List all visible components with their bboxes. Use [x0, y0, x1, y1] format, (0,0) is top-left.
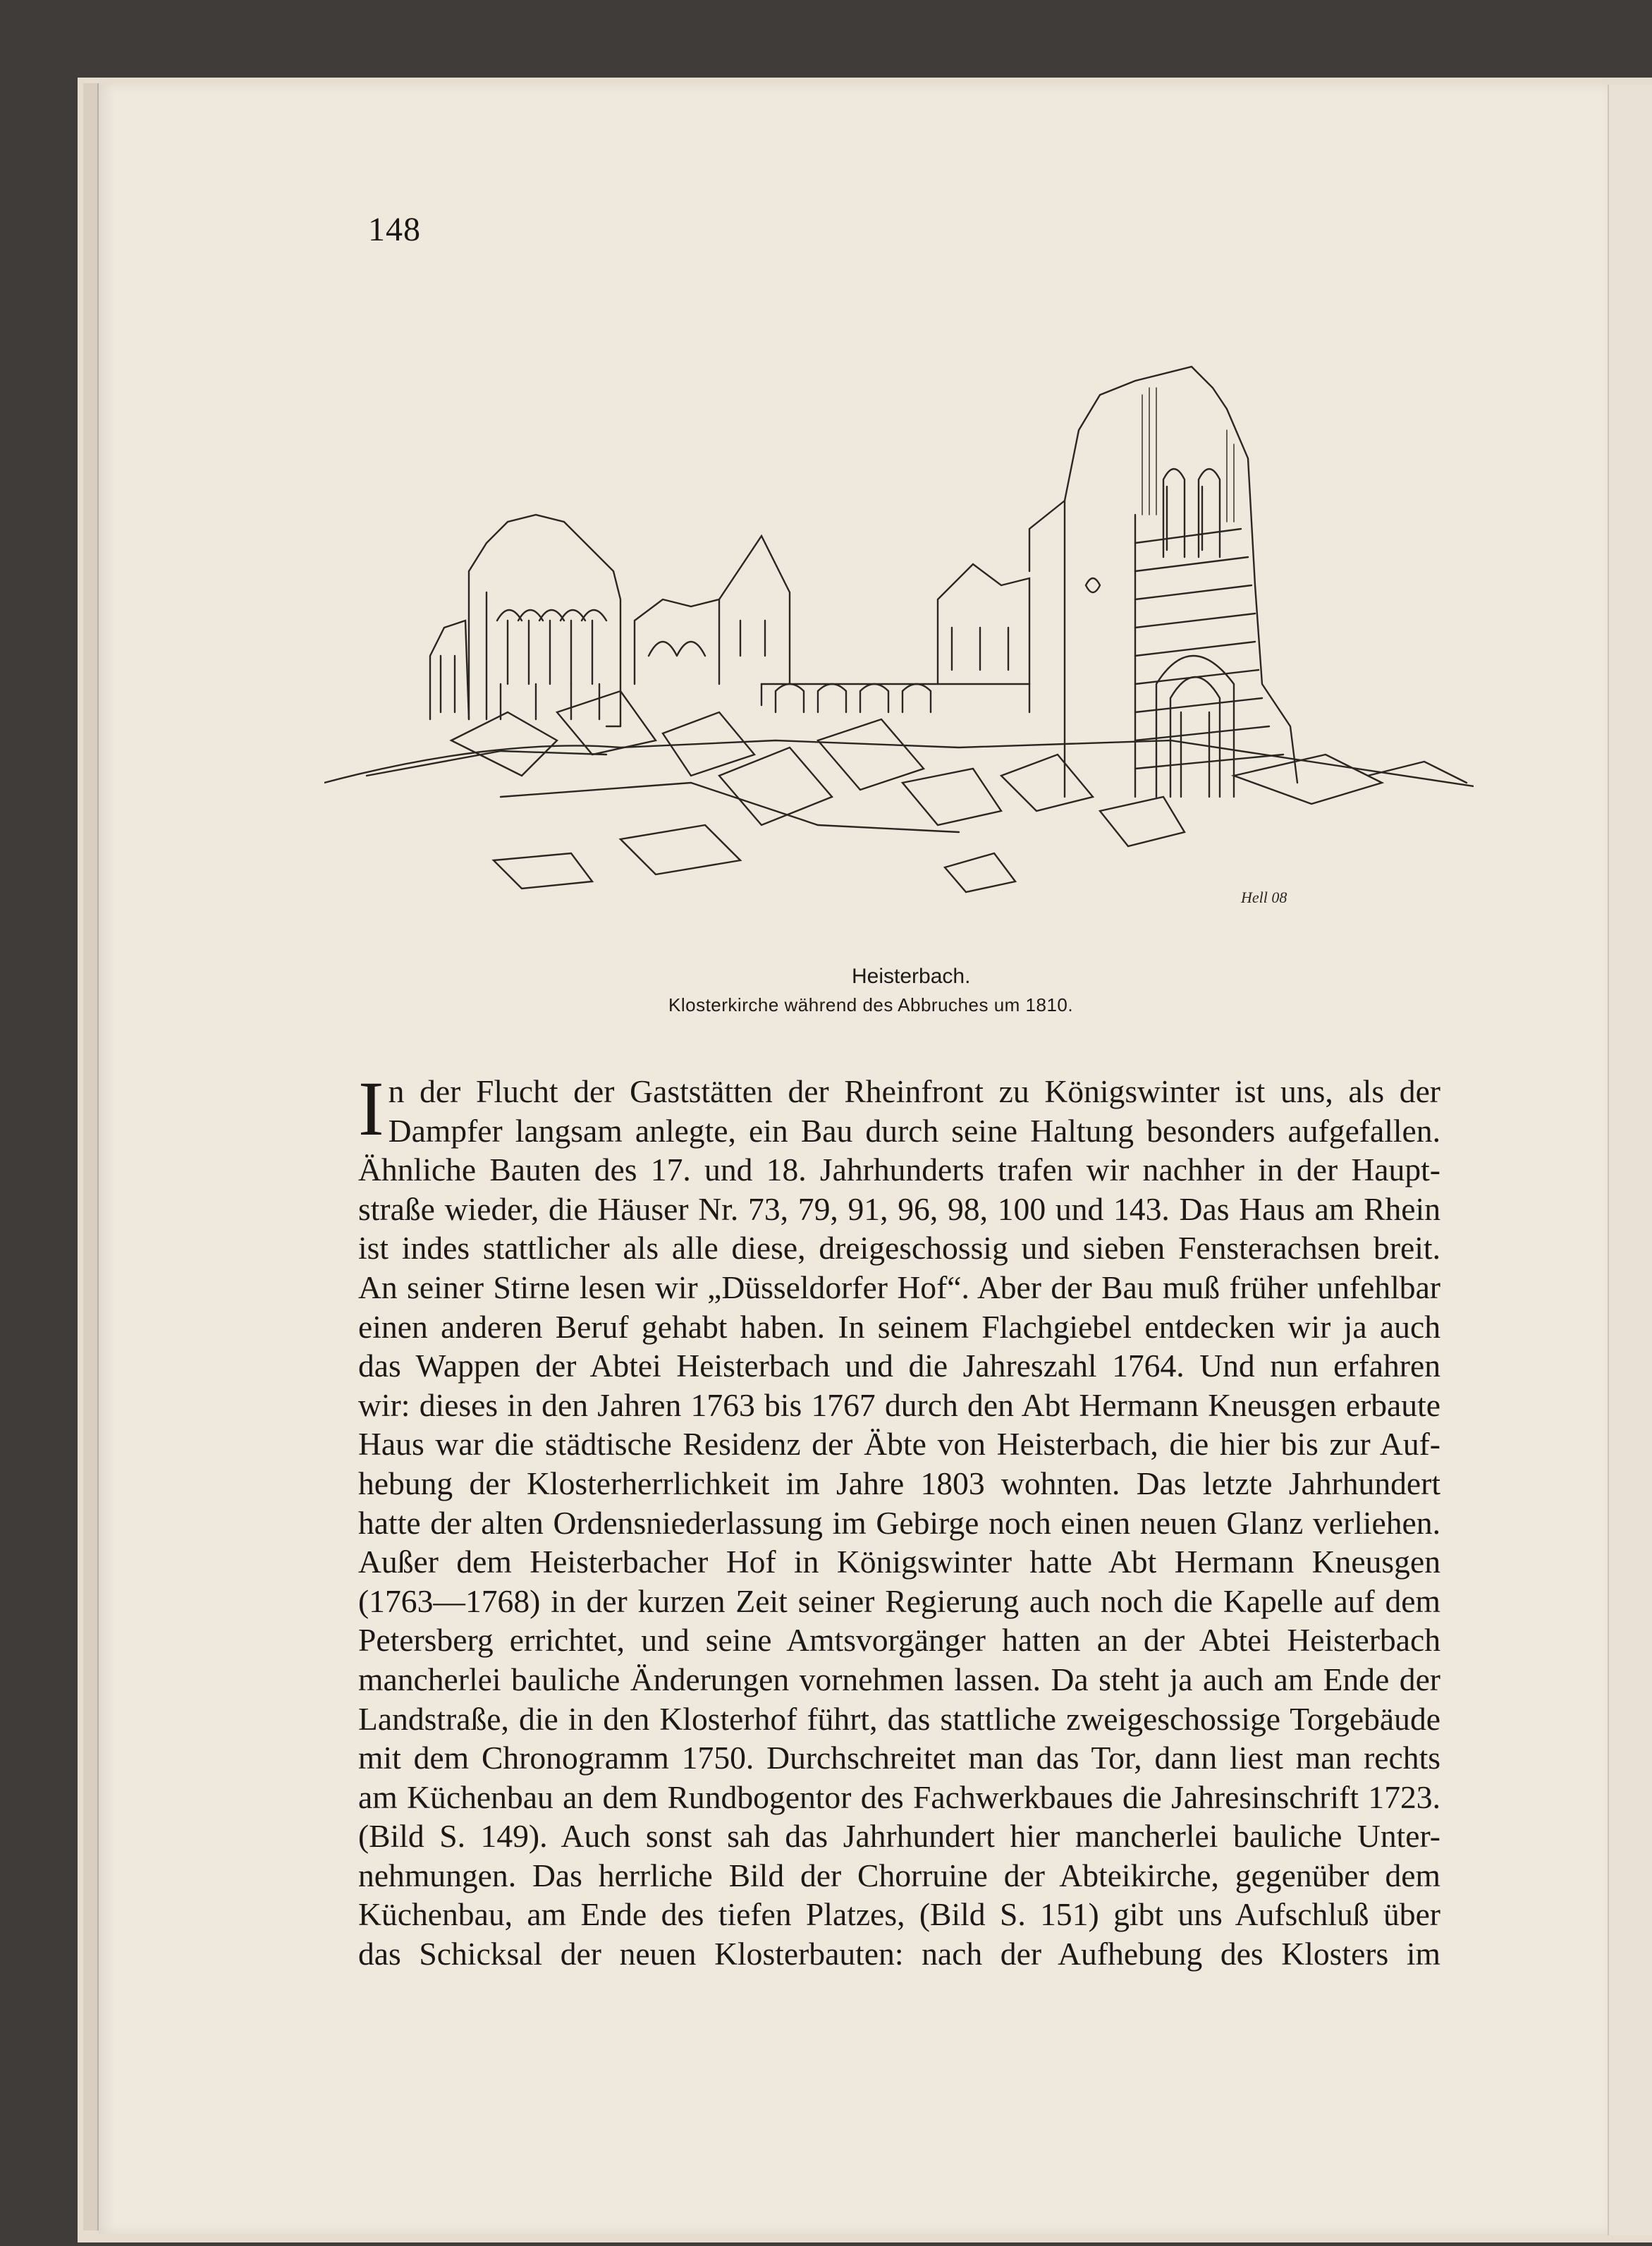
- drop-cap: I: [358, 1066, 384, 1152]
- body-text: [358, 1066, 1440, 1974]
- text-line: An seiner Stirne lesen wir „Düsseldorfer Hof“. Aber der Bau muß früher unfehlbar: [358, 1269, 1440, 1305]
- text-line: hatte der alten Ordensniederlassung im Gebirge noch einen neuen Glanz verliehen.: [358, 1504, 1440, 1541]
- text-line: Küchenbau, am Ende des tiefen Platzes, (Bild S. 151) gibt uns Aufschluß über: [358, 1896, 1440, 1933]
- text-line: straße wieder, die Häuser Nr. 73, 79, 91, 96, 98, 100 und 143. Das Haus am Rhein: [358, 1190, 1440, 1227]
- text-line: nehmungen. Das herrliche Bild der Chorruine der Abteikirche, gegenüber dem: [358, 1857, 1440, 1893]
- text-line: (Bild S. 149). Auch sonst sah das Jahrhundert hier mancherlei bauliche Unter-: [358, 1818, 1440, 1855]
- page-edge: [90, 83, 99, 2230]
- facing-page-edge: [1608, 85, 1652, 2235]
- text-line: (1763—1768) in der kurzen Zeit seiner Regierung auch noch die Kapelle auf dem: [358, 1582, 1440, 1619]
- text-line: das Wappen der Abtei Heisterbach und die Jahreszahl 1764. Und nun erfahren: [358, 1348, 1440, 1384]
- text-line: Dampfer langsam anlegte, ein Bau durch seine Haltung besonders aufgefallen.: [388, 1112, 1440, 1149]
- text-line: wir: dieses in den Jahren 1763 bis 1767 durch den Abt Hermann Kneusgen erbaute: [358, 1386, 1440, 1423]
- text-line: Landstraße, die in den Klosterhof führt, das stattliche zweigeschossige Torgebäude: [358, 1700, 1440, 1737]
- text-line: n der Flucht der Gaststätten der Rheinfront zu Königswinter ist uns, als der: [388, 1073, 1440, 1109]
- caption-title: Heisterbach.: [852, 965, 971, 988]
- text-line: ist indes stattlicher als alle diese, dreigeschossig und sieben Fensterachsen breit.: [358, 1230, 1440, 1267]
- text-line: Petersberg errichtet, und seine Amtsvorgänger hatten an der Abtei Heisterbach: [358, 1622, 1440, 1659]
- text-line: am Küchenbau an dem Rundbogentor des Fachwerkbaues die Jahresinschrift 1723.: [358, 1778, 1440, 1815]
- text-line: mancherlei bauliche Änderungen vornehmen lassen. Da steht ja auch am Ende der: [358, 1661, 1440, 1697]
- text-line: Ähnliche Bauten des 17. und 18. Jahrhunderts trafen wir nachher in der Haupt-: [358, 1152, 1440, 1188]
- text-line: mit dem Chronogramm 1750. Durchschreitet man das Tor, dann liest man rechts: [358, 1740, 1440, 1776]
- text-line: Außer dem Heisterbacher Hof in Königswinter hatte Abt Hermann Kneusgen: [358, 1544, 1440, 1580]
- ruin-illustration: [324, 289, 1474, 917]
- artist-signature: Hell 08: [1241, 889, 1287, 906]
- text-line: Haus war die städtische Residenz der Äbte von Heisterbach, die hier bis zur Auf-: [358, 1426, 1440, 1463]
- text-line: einen anderen Beruf gehabt haben. In seinem Flachgiebel entdecken wir ja auch: [358, 1308, 1440, 1345]
- page-number: 148: [368, 211, 421, 248]
- text-line: hebung der Klosterherrlichkeit im Jahre 1803 wohnten. Das letzte Jahrhundert: [358, 1465, 1440, 1501]
- text-line: das Schicksal der neuen Klosterbauten: nach der Aufhebung des Klosters im: [358, 1936, 1440, 1972]
- caption-subtitle: Klosterkirche während des Abbruches um 1810.: [668, 994, 1074, 1015]
